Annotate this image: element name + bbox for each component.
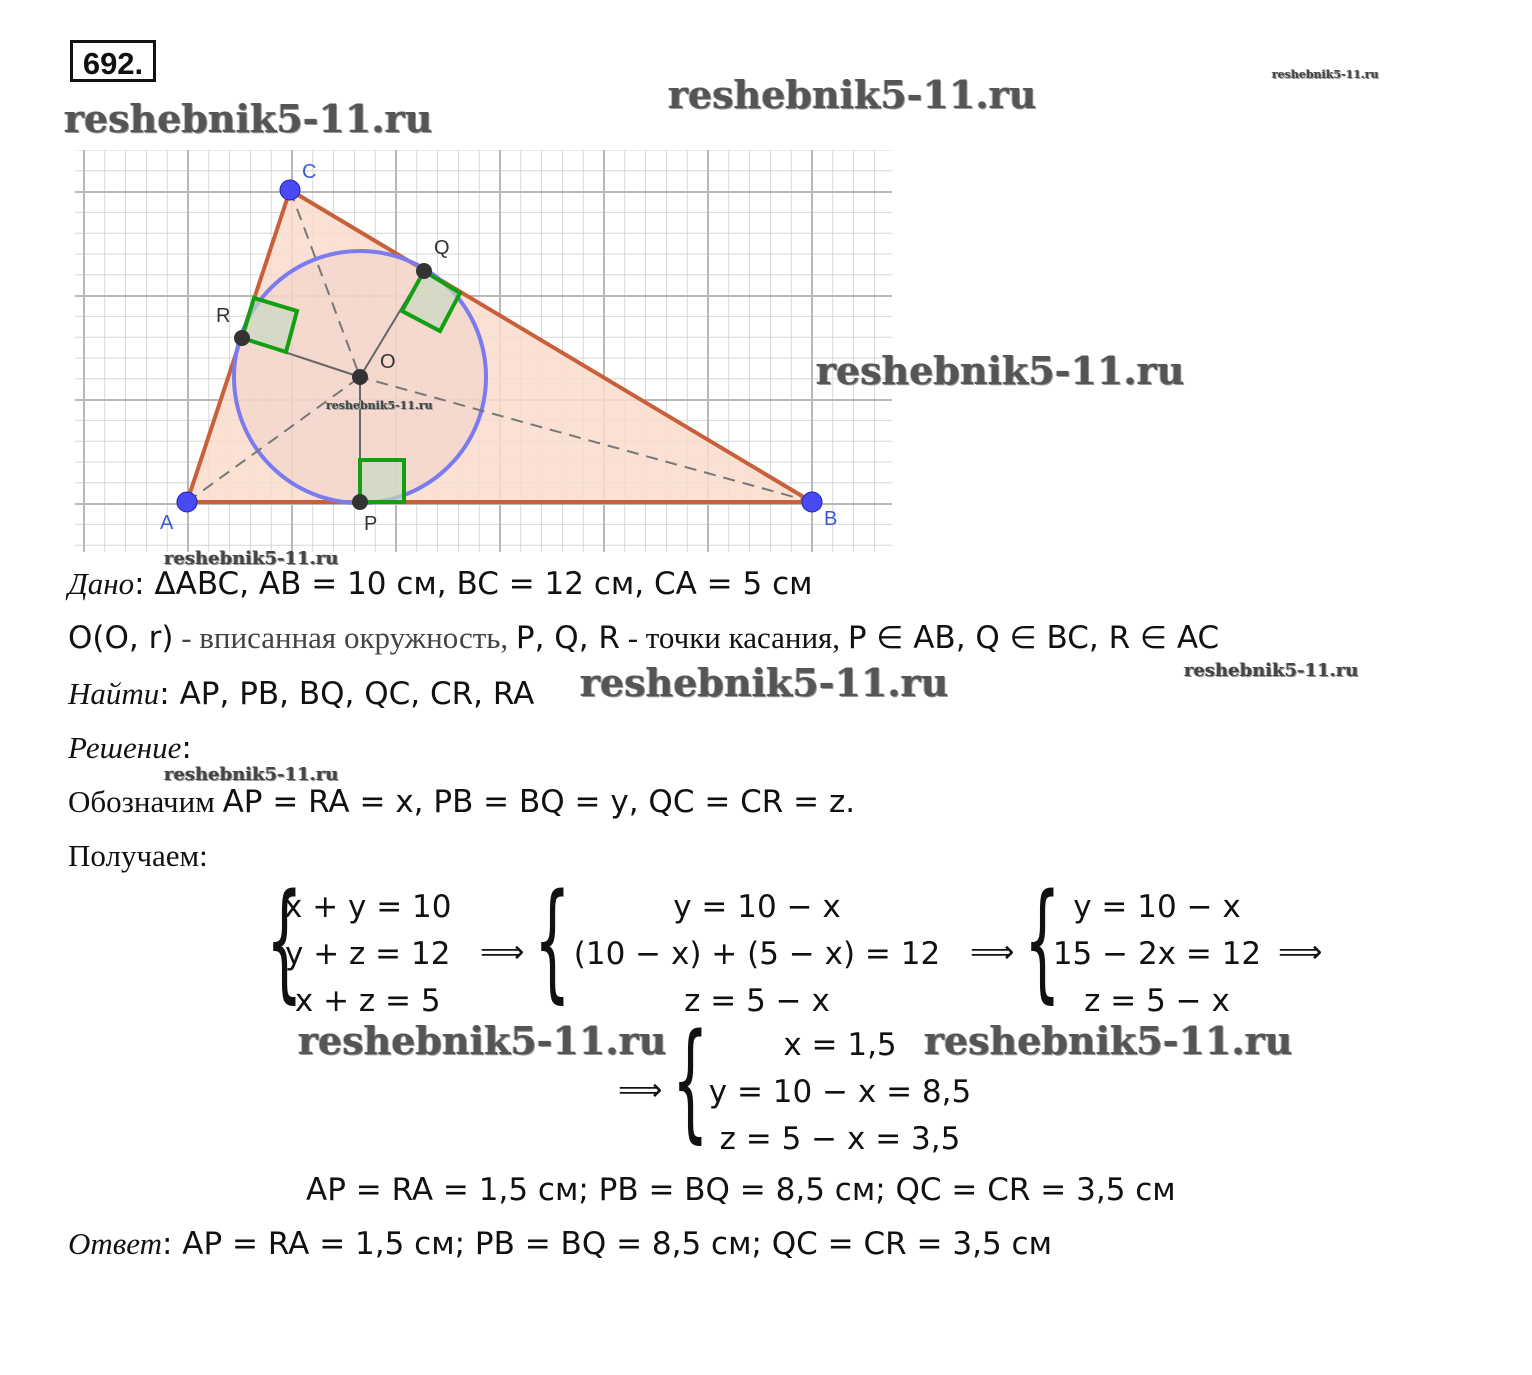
tangent-desc: - точки касания, — [619, 620, 848, 655]
answer-text: : AP = RA = 1,5 см; PB = BQ = 8,5 см; QC = CR = 3,5 см — [161, 1226, 1052, 1262]
solution-label: Решение — [68, 730, 182, 765]
system-3: y = 10 − x 15 − 2x = 12 z = 5 − x — [1052, 889, 1262, 1019]
watermark: reshebnik5-11.ru — [668, 72, 1037, 117]
implies-arrow: ⟹ — [970, 934, 1015, 970]
point-q — [416, 263, 432, 279]
circle-notation: O(O, r) — [68, 620, 174, 656]
answer-label: Ответ — [68, 1226, 162, 1261]
problem-number: 692. — [70, 40, 156, 82]
watermark: reshebnik5-11.ru — [1184, 660, 1359, 681]
implies-arrow: ⟹ — [618, 1072, 663, 1108]
watermark: reshebnik5-11.ru — [326, 399, 433, 412]
watermark: reshebnik5-11.ru — [298, 1018, 667, 1063]
system-1: x + y = 10 y + z = 12 x + z = 5 — [284, 889, 452, 1019]
result-line: AP = RA = 1,5 см; PB = BQ = 8,5 см; QC = CR = 3,5 см — [306, 1172, 1176, 1208]
label-p: P — [364, 513, 378, 535]
watermark: reshebnik5-11.ru — [64, 96, 433, 141]
given-line — [68, 566, 813, 602]
solution-line — [68, 730, 192, 766]
watermark: reshebnik5-11.ru — [580, 660, 949, 705]
brace: { — [1024, 867, 1061, 1016]
circle-line — [68, 620, 1219, 656]
find-line — [68, 676, 534, 712]
watermark: reshebnik5-11.ru — [816, 348, 1185, 393]
label-c: C — [302, 161, 317, 183]
find-text: : AP, PB, BQ, QC, CR, RA — [159, 676, 535, 712]
point-r — [234, 330, 250, 346]
denote-line — [68, 784, 855, 820]
denote-word: Обозначим — [68, 784, 223, 819]
circle-desc: - вписанная окружность, — [173, 620, 516, 655]
geometry-figure — [70, 150, 900, 555]
vertex-a — [177, 492, 197, 512]
system-2: y = 10 − x (10 − x) + (5 − x) = 12 z = 5 − x — [573, 889, 941, 1019]
brace: { — [672, 1007, 709, 1156]
label-a: A — [160, 512, 174, 534]
label-r: R — [216, 305, 231, 327]
label-q: Q — [434, 237, 450, 259]
vertex-c — [280, 180, 300, 200]
given-text: : ΔABC, AB = 10 см, BC = 12 см, CA = 5 см — [134, 566, 813, 602]
point-p — [352, 494, 368, 510]
answer-line — [68, 1226, 1052, 1262]
get-line: Получаем: — [68, 838, 208, 873]
system-4: x = 1,5 y = 10 − x = 8,5 z = 5 − x = 3,5 — [708, 1027, 972, 1157]
find-label: Найти — [68, 676, 160, 711]
membership: P ∈ AB, Q ∈ BC, R ∈ AC — [847, 620, 1220, 656]
implies-arrow: ⟹ — [480, 934, 525, 970]
vertex-b — [802, 492, 822, 512]
label-o: O — [380, 351, 396, 373]
watermark: reshebnik5-11.ru — [924, 1018, 1293, 1063]
watermark: reshebnik5-11.ru — [164, 764, 339, 785]
watermark: reshebnik5-11.ru — [1272, 68, 1379, 81]
brace: { — [266, 867, 303, 1016]
denote-expr: AP = RA = x, PB = BQ = y, QC = CR = z. — [222, 784, 856, 820]
label-b: B — [824, 508, 838, 530]
brace: { — [534, 867, 571, 1016]
implies-arrow: ⟹ — [1278, 934, 1323, 970]
given-label: Дано — [68, 566, 135, 601]
tangent-points-names: P, Q, R — [515, 620, 620, 656]
watermark: reshebnik5-11.ru — [164, 548, 339, 569]
solution-colon: : — [181, 730, 192, 766]
point-o — [352, 369, 368, 385]
